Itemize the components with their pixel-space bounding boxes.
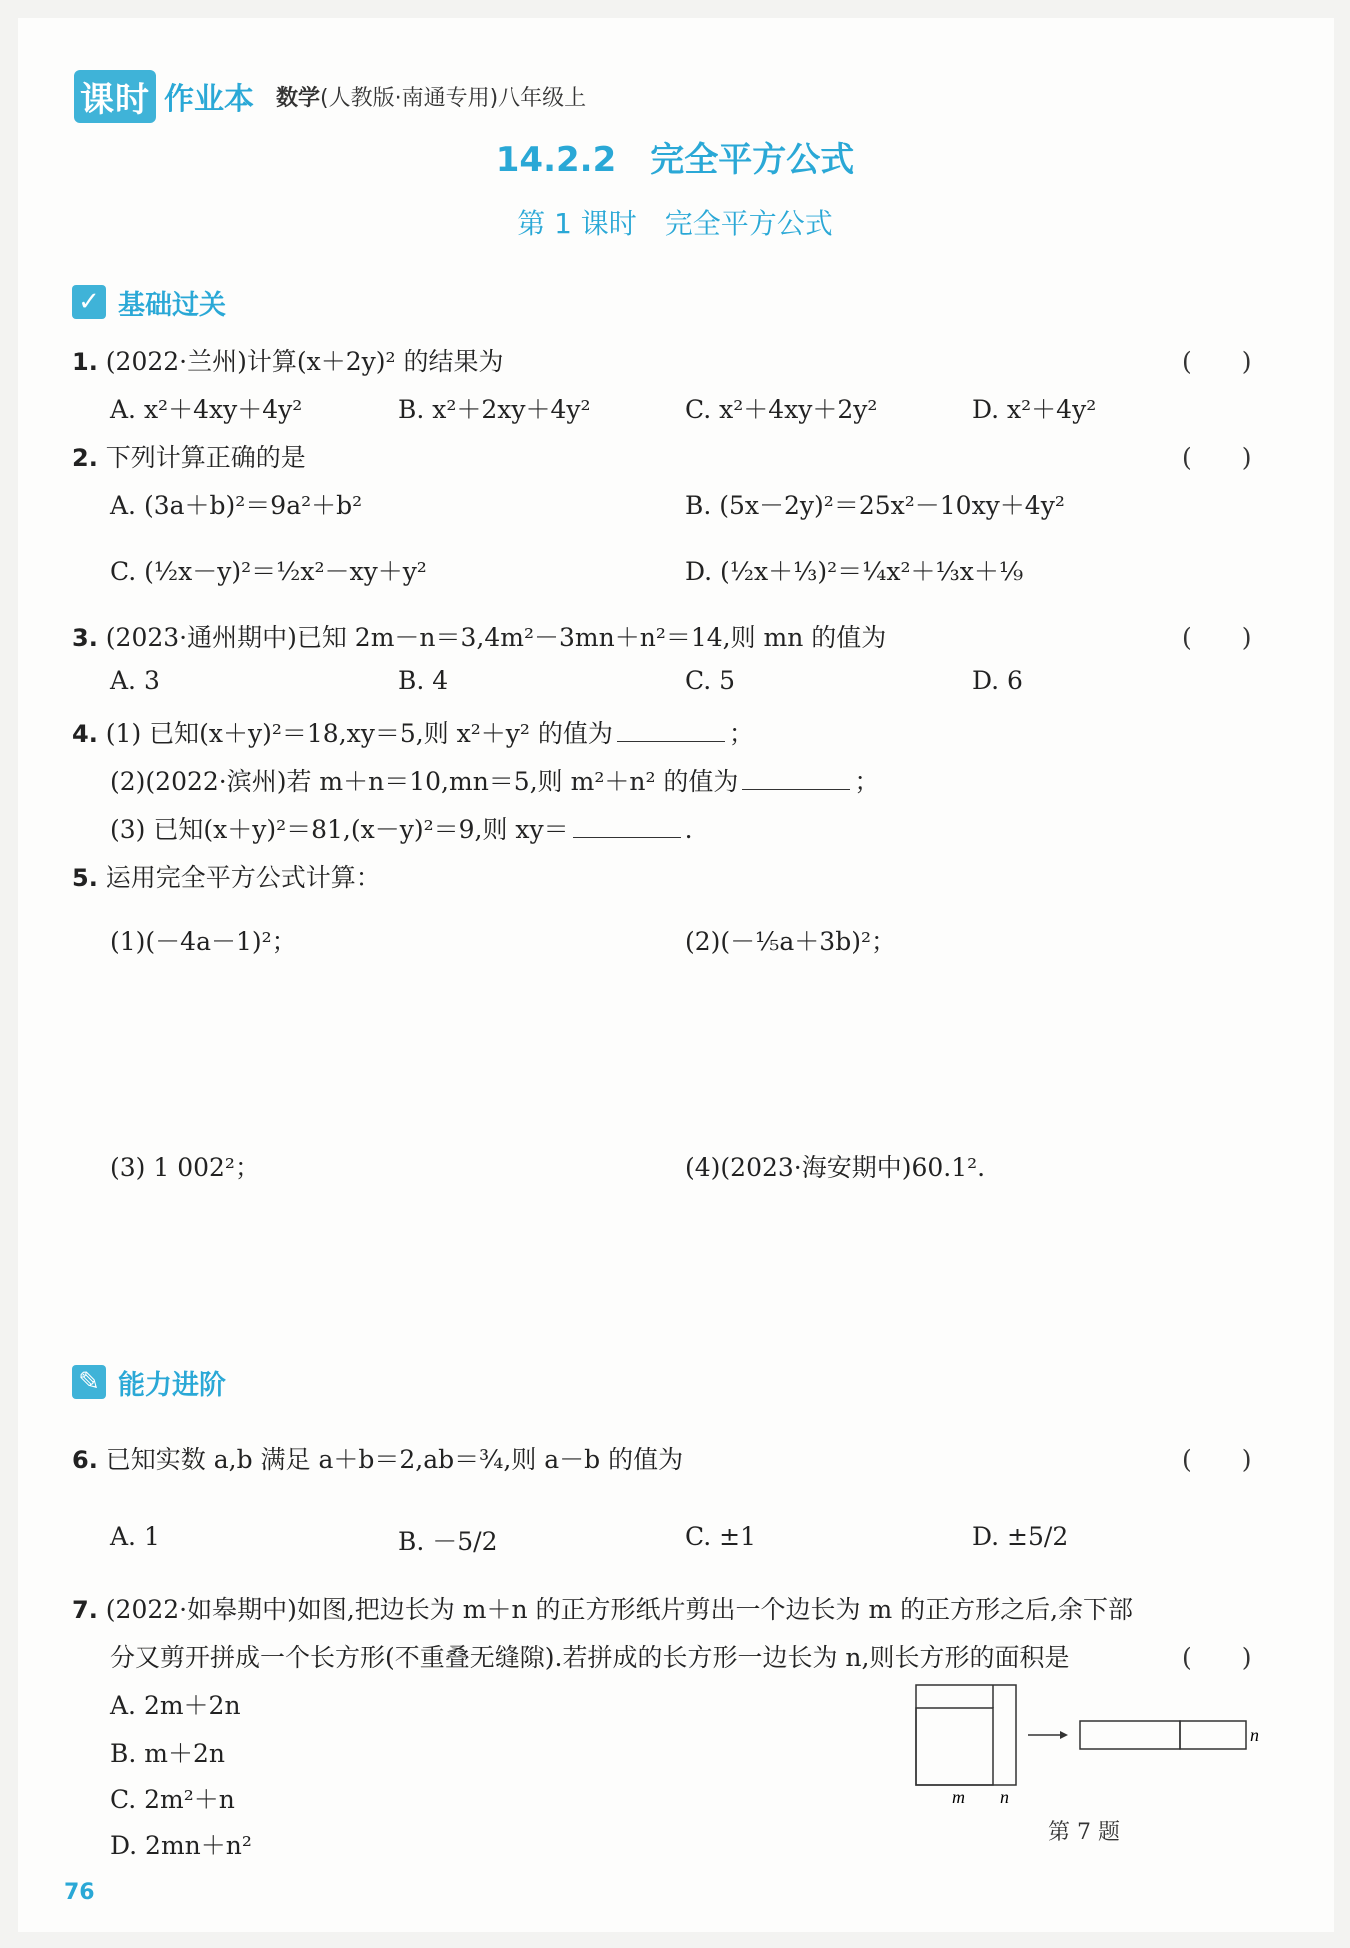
- q1-option-a: A. x²＋4xy＋4y²: [110, 395, 303, 424]
- question-4-part-3: (3) 已知(x＋y)²＝81,(x－y)²＝9,则 xy＝ .: [110, 815, 693, 844]
- q2-option-a: A. (3a＋b)²＝9a²＋b²: [110, 491, 363, 520]
- question-2: 2. 下列计算正确的是: [72, 443, 306, 472]
- answer-paren-6: ( ): [1182, 1445, 1252, 1474]
- question-1-stem: (2022·兰州)计算(x＋2y)² 的结果为: [105, 347, 504, 376]
- question-5: 5. 运用完全平方公式计算：: [72, 863, 381, 892]
- rect-right: [1180, 1721, 1246, 1749]
- label-m: m: [952, 1787, 965, 1807]
- q5-part-1: (1)(－4a－1)²；: [110, 927, 297, 956]
- rect-left: [1080, 1721, 1180, 1749]
- section-basic: [72, 282, 226, 322]
- q5-part-3: (3) 1 002²；: [110, 1153, 260, 1182]
- outer-square: [916, 1685, 1016, 1785]
- section-advanced-label: 能力进阶: [118, 1369, 226, 1401]
- question-7-line-1: (2022·如皋期中)如图,把边长为 m＋n 的正方形纸片剪出一个边长为 m 的正方形之后,余下部: [105, 1595, 1134, 1624]
- question-3-stem: (2023·通州期中)已知 2m－n＝3,4m²－3mn＋n²＝14,则 mn 的值为: [105, 623, 887, 652]
- q5-part-4: (4)(2023·海安期中)60.1².: [685, 1153, 986, 1182]
- label-n-right: n: [1250, 1725, 1259, 1745]
- page-title: 14.2.2 完全平方公式: [495, 140, 855, 180]
- page-subtitle: 第 1 课时 完全平方公式: [517, 207, 833, 240]
- q3-option-b: B. 4: [398, 666, 449, 695]
- q6-option-a: A. 1: [110, 1522, 160, 1551]
- question-7-figure: [900, 1675, 1280, 1810]
- brand-name: 作业本: [164, 82, 254, 117]
- q1-option-c: C. x²＋4xy＋2y²: [685, 395, 878, 424]
- book-subject: 数学(人教版·南通专用)八年级上: [276, 85, 587, 111]
- question-2-stem: 下列计算正确的是: [105, 443, 306, 472]
- q6-option-d: D. ±5/2: [972, 1522, 1069, 1551]
- answer-blank[interactable]: [742, 788, 850, 790]
- question-1: 1. (2022·兰州)计算(x＋2y)² 的结果为: [72, 347, 504, 376]
- answer-blank[interactable]: [573, 836, 681, 838]
- arrow-head: [1060, 1731, 1068, 1739]
- q3-option-a: A. 3: [110, 666, 160, 695]
- answer-paren-2: ( ): [1182, 443, 1252, 472]
- pencil-icon: ✎: [72, 1365, 106, 1399]
- answer-blank[interactable]: [617, 740, 725, 742]
- answer-paren-3: ( ): [1182, 623, 1252, 652]
- q7-option-d: D. 2mn＋n²: [110, 1831, 252, 1860]
- figure-caption: 第 7 题: [1048, 1820, 1120, 1845]
- q1-option-b: B. x²＋2xy＋4y²: [398, 395, 591, 424]
- question-7: 7. (2022·如皋期中)如图,把边长为 m＋n 的正方形纸片剪出一个边长为 m 的正方形之后,余下部: [72, 1595, 1134, 1624]
- q2-option-b: B. (5x－2y)²＝25x²－10xy＋4y²: [685, 491, 1065, 520]
- checkbox-icon: ✓: [72, 285, 106, 319]
- question-5-stem: 运用完全平方公式计算：: [105, 863, 381, 892]
- q2-option-c: C. (½x－y)²＝½x²－xy＋y²: [110, 557, 427, 586]
- q7-option-b: B. m＋2n: [110, 1739, 225, 1768]
- section-advanced: [72, 1362, 226, 1402]
- q5-part-2: (2)(－⅕a＋3b)²；: [685, 927, 896, 956]
- inner-square: [916, 1708, 993, 1785]
- question-6-stem: 已知实数 a,b 满足 a＋b＝2,ab＝¾,则 a－b 的值为: [105, 1445, 684, 1474]
- q1-option-d: D. x²＋4y²: [972, 395, 1097, 424]
- brand-logo: 课时: [74, 70, 156, 123]
- q7-option-a: A. 2m＋2n: [110, 1691, 241, 1720]
- question-3: 3. (2023·通州期中)已知 2m－n＝3,4m²－3mn＋n²＝14,则 mn 的值为: [72, 623, 887, 652]
- q6-option-b: B. －5/2: [398, 1527, 498, 1556]
- q2-option-d: D. (½x＋⅓)²＝¼x²＋⅓x＋⅑: [685, 557, 1024, 586]
- section-basic-label: 基础过关: [118, 289, 226, 321]
- q6-option-c: C. ±1: [685, 1522, 756, 1551]
- question-6: 6. 已知实数 a,b 满足 a＋b＝2,ab＝¾,则 a－b 的值为: [72, 1445, 684, 1474]
- q3-option-d: D. 6: [972, 666, 1023, 695]
- answer-paren-7: ( ): [1182, 1643, 1252, 1672]
- question-4-part-1: 4. (1) 已知(x＋y)²＝18,xy＝5,则 x²＋y² 的值为 ；: [72, 719, 754, 748]
- q7-option-c: C. 2m²＋n: [110, 1785, 235, 1814]
- q3-option-c: C. 5: [685, 666, 736, 695]
- page-number: 76: [64, 1880, 95, 1905]
- question-4-part-2: (2)(2022·滨州)若 m＋n＝10,mn＝5,则 m²＋n² 的值为 ；: [110, 767, 880, 796]
- book-header: [74, 70, 586, 122]
- label-n: n: [1000, 1787, 1009, 1807]
- question-7-line-2: 分又剪开拼成一个长方形(不重叠无缝隙).若拼成的长方形一边长为 n,则长方形的面积是: [110, 1643, 1070, 1672]
- answer-paren-1: ( ): [1182, 347, 1252, 376]
